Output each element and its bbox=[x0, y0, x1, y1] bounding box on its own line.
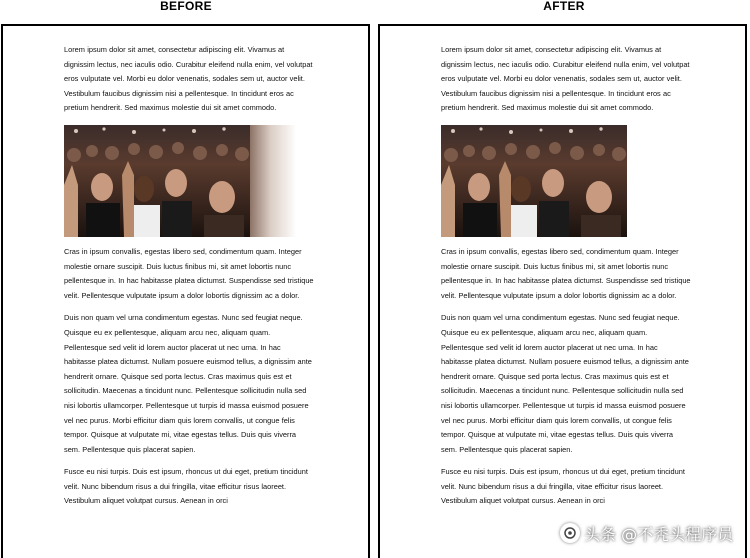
watermark bbox=[560, 521, 733, 545]
paragraph-2: Cras in ipsum convallis, egestas libero sed, condimentum quam. Integer molestie ornare suscipit. Duis luctus finibus mi, sit amet lobortis nunc pellentesque in. In hac habitasse platea dictumst. Suspendisse sed tristique velit. Pellentesque vulputate ipsum a dolor lobortis dignissim ac a dolor. bbox=[64, 246, 314, 300]
after-content bbox=[441, 43, 691, 509]
paragraph-2: Cras in ipsum convallis, egestas libero sed, condimentum quam. Integer molestie ornare suscipit. Duis luctus finibus mi, sit amet lobortis nunc pellentesque in. In hac habitasse platea dictumst. Suspendisse sed tristique velit. Pellentesque vulputate ipsum a dolor lobortis dignissim ac a dolor. bbox=[441, 246, 691, 300]
before-title: BEFORE bbox=[160, 0, 212, 13]
paragraph-1: Lorem ipsum dolor sit amet, consectetur adipiscing elit. Vivamus at dignissim lectus, nec iaculis odio. Curabitur eleifend nulla enim, vel volutpat eros vulputate vel. Morbi eu dolor venenatis, sodales sem ut, auctor velit. Vestibulum faucibus dignissim nisi a pellentesque. In tincidunt eros ac pretium hendrerit. Sed maximus molestie dui sit amet commodo. bbox=[441, 45, 690, 113]
stretched-edge-blur bbox=[250, 125, 296, 237]
watermark-text: 头条 @不秃头程序员 bbox=[584, 524, 734, 544]
toutiao-logo-icon bbox=[560, 523, 580, 543]
crowd-photo-stretched bbox=[64, 125, 296, 237]
paragraph-4: Fusce eu nisi turpis. Duis est ipsum, rhoncus ut dui eget, pretium tincidunt velit. Nunc bibendum risus a dui fringilla, vitae efficitur risus laoreet. Vestibulum aliquet volutpat cursus. Aenean in orci bbox=[64, 467, 308, 506]
crowd-photo bbox=[64, 125, 250, 237]
before-content bbox=[64, 43, 314, 509]
after-title: AFTER bbox=[543, 0, 585, 13]
paragraph-1: Lorem ipsum dolor sit amet, consectetur adipiscing elit. Vivamus at dignissim lectus, nec iaculis odio. Curabitur eleifend nulla enim, vel volutpat eros vulputate vel. Morbi eu dolor venenatis, sodales sem ut, auctor velit. Vestibulum faucibus dignissim nisi a pellentesque. In tincidunt eros ac pretium hendrerit. Sed maximus molestie dui sit amet commodo. bbox=[64, 45, 313, 113]
after-page bbox=[378, 24, 747, 558]
before-page bbox=[1, 24, 370, 558]
crowd-photo-fixed bbox=[441, 125, 673, 237]
crowd-photo bbox=[441, 125, 627, 237]
paragraph-4: Fusce eu nisi turpis. Duis est ipsum, rhoncus ut dui eget, pretium tincidunt velit. Nunc bibendum risus a dui fringilla, vitae efficitur risus laoreet. Vestibulum aliquet volutpat cursus. Aenean in orci bbox=[441, 467, 685, 506]
paragraph-3: Duis non quam vel urna condimentum egestas. Nunc sed feugiat neque. Quisque eu ex pellentesque, aliquam arcu nec, aliquam quam. Pellentesque sed velit id lorem auctor placerat ut nec urna. In hac habitasse platea dictumst. Nullam posuere euismod tellus, a dignissim ante hendrerit ornare. Quisque sed porta lectus. Cras maximus quis est et sollicitudin. Maecenas a tincidunt nunc. Pellentesque sollicitudin nulla sed nisi lobortis ullamcorper. Pellentesque ut turpis id massa euismod posuere vel nec purus. Morbi efficitur diam quis lorem convallis, ut congue felis tempor. Quisque at vulputate mi, vitae egestas tellus. Duis quis viverra sem. Pellentesque quis placerat sapien. bbox=[64, 313, 312, 454]
paragraph-3: Duis non quam vel urna condimentum egestas. Nunc sed feugiat neque. Quisque eu ex pellentesque, aliquam arcu nec, aliquam quam. Pellentesque sed velit id lorem auctor placerat ut nec urna. In hac habitasse platea dictumst. Nullam posuere euismod tellus, a dignissim ante hendrerit ornare. Quisque sed porta lectus. Cras maximus quis est et sollicitudin. Maecenas a tincidunt nunc. Pellentesque sollicitudin nulla sed nisi lobortis ullamcorper. Pellentesque ut turpis id massa euismod posuere vel nec purus. Morbi efficitur diam quis lorem convallis, ut congue felis tempor. Quisque at vulputate mi, vitae egestas tellus. Duis quis viverra sem. Pellentesque quis placerat sapien. bbox=[441, 313, 689, 454]
